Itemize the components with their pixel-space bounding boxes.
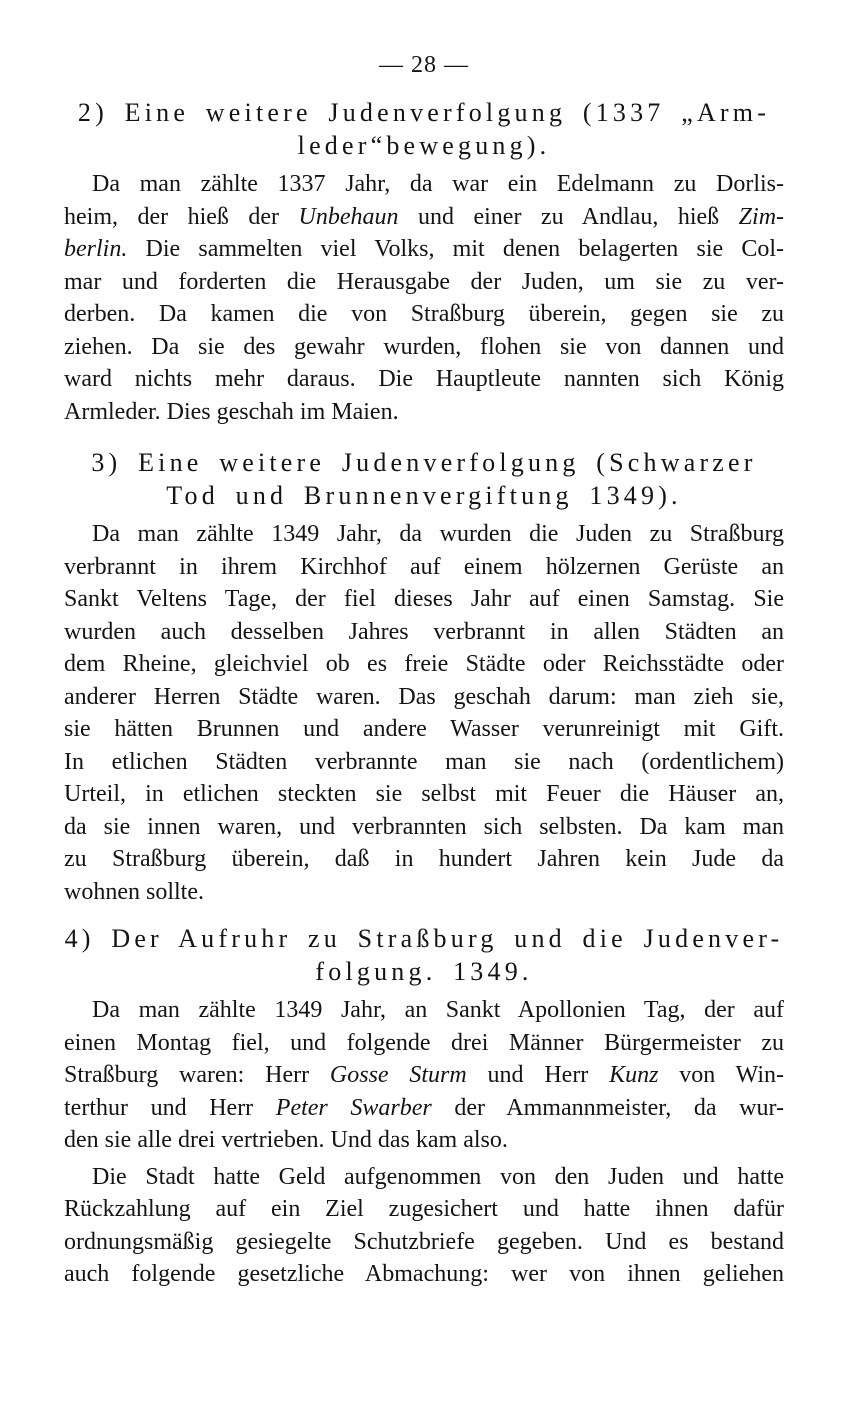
- section-heading: [64, 922, 784, 988]
- paragraph: [64, 994, 784, 1157]
- text-line: terthur und Herr Peter Swarber der Ammannmeister, da wur-: [64, 1094, 785, 1121]
- text-line: berlin. Die sammelten viel Volks, mit denen belagerten sie Col-: [64, 236, 784, 262]
- text-line: heim, der hieß der Unbehaun und einer zu Andlau, hieß Zim-: [64, 203, 785, 230]
- text-line: Sankt Veltens Tage, der fiel dieses Jahr auf einen Samstag. Sie: [64, 586, 784, 612]
- paragraph: [64, 168, 784, 428]
- heading-line: 4) Der Aufruhr zu Straßburg und die Judenver-: [64, 924, 784, 953]
- text-line: ordnungsmäßig gesiegelte Schutzbriefe gegeben. Und es bestand: [64, 1228, 784, 1255]
- page-number: — 28 —: [379, 52, 469, 78]
- italic-name: Gosse Sturm: [329, 1062, 467, 1088]
- text-line: Da man zählte 1349 Jahr, an Sankt Apollonien Tag, der auf: [92, 997, 784, 1023]
- text-line: Rückzahlung auf ein Ziel zugesichert und hatte ihnen dafür: [64, 1196, 784, 1222]
- heading-line: 2) Eine weitere Judenverfolgung (1337 „Arm-: [77, 98, 771, 127]
- text-line: In etlichen Städten verbrannte man sie nach (ordentlichem): [64, 748, 784, 775]
- section-3: [64, 446, 784, 908]
- italic-name: Unbehaun: [298, 203, 399, 230]
- text-line: Da man zählte 1349 Jahr, da wurden die Juden zu Straßburg: [92, 521, 784, 547]
- text-line: einen Montag fiel, und folgende drei Männer Bürgermeister zu: [64, 1029, 784, 1056]
- heading-line: folgung. 1349.: [315, 957, 533, 986]
- section-heading: [64, 446, 784, 512]
- text-line: sie hätten Brunnen und andere Wasser verunreinigt mit Gift.: [64, 716, 784, 742]
- section-4: [64, 922, 784, 1291]
- text-line: wohnen sollte.: [64, 878, 204, 905]
- text-line: derben. Da kamen die von Straßburg überein, gegen sie zu: [64, 301, 784, 327]
- text-line: den sie alle drei vertrieben. Und das kam also.: [64, 1127, 508, 1153]
- text-line: ward nichts mehr daraus. Die Hauptleute nannten sich König: [64, 366, 784, 392]
- text-line: da sie innen waren, und verbrannten sich selbsten. Da kam man: [64, 813, 784, 840]
- paragraph: [64, 518, 784, 908]
- section-heading: [64, 96, 784, 162]
- text-line: Da man zählte 1337 Jahr, da war ein Edelmann zu Dorlis-: [92, 171, 784, 197]
- heading-line: leder“bewegung).: [297, 131, 551, 160]
- text-line: verbrannt in ihrem Kirchhof auf einem hölzernen Gerüste an: [64, 553, 784, 580]
- text-line: auch folgende gesetzliche Abmachung: wer von ihnen geliehen: [64, 1261, 784, 1287]
- text-line: dem Rheine, gleichviel ob es freie Städte oder Reichsstädte oder: [64, 651, 784, 677]
- text-line: ziehen. Da sie des gewahr wurden, flohen sie von dannen und: [64, 333, 784, 360]
- text-line: Urteil, in etlichen steckten sie selbst mit Feuer die Häuser an,: [64, 781, 784, 807]
- italic-name: Kunz: [609, 1062, 659, 1088]
- italic-name: berlin.: [64, 236, 128, 262]
- text-line: Die Stadt hatte Geld aufgenommen von den Juden und hatte: [92, 1163, 784, 1190]
- text-line: Straßburg waren: Herr Gosse Sturm und Herr Kunz von Win-: [64, 1062, 784, 1088]
- heading-line: 3) Eine weitere Judenverfolgung (Schwarzer: [91, 448, 757, 477]
- heading-line: Tod und Brunnenvergiftung 1349).: [166, 481, 682, 510]
- text-line: zu Straßburg überein, daß in hundert Jahren kein Jude da: [64, 846, 784, 872]
- paragraph: [64, 1161, 784, 1291]
- text-line: wurden auch desselben Jahres verbrannt in allen Städten an: [64, 618, 784, 645]
- italic-name: Peter Swarber: [275, 1094, 432, 1121]
- italic-name: Zim-: [738, 203, 785, 230]
- text-line: mar und forderten die Herausgabe der Juden, um sie zu ver-: [64, 268, 784, 295]
- text-line: anderer Herren Städte waren. Das geschah darum: man zieh sie,: [64, 683, 784, 710]
- section-2: [64, 96, 784, 428]
- text-line: Armleder. Dies geschah im Maien.: [64, 398, 399, 425]
